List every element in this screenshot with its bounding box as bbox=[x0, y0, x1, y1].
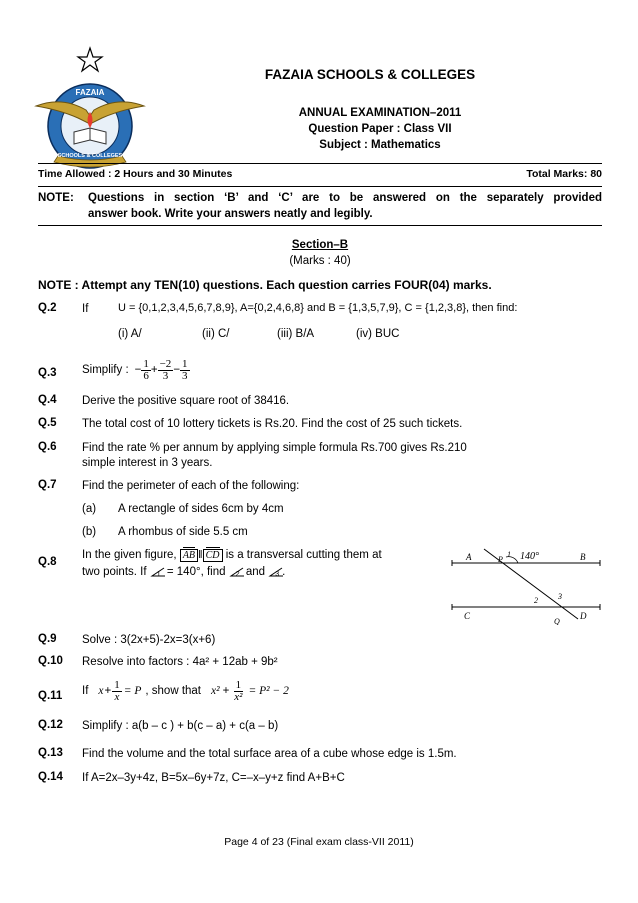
q11-frac2: $\frac{1}{\text{x²}}$ bbox=[234, 678, 243, 703]
q11-x2: x² bbox=[211, 684, 220, 697]
time-allowed: Time Allowed : 2 Hours and 30 Minutes bbox=[38, 168, 233, 180]
q7-a-label: (a) bbox=[82, 503, 97, 515]
q5-text: The total cost of 10 lottery tickets is Rs.20. Find the cost of 25 such tickets. bbox=[82, 418, 463, 430]
note-label: NOTE: bbox=[38, 192, 74, 204]
q8-if: two points. If bbox=[82, 566, 147, 578]
q5-number: Q.5 bbox=[38, 417, 57, 429]
q11-if: If bbox=[82, 684, 89, 697]
q2-if: If bbox=[82, 303, 89, 315]
q14-text: If A=2x–3y+4z, B=5x–6y+7z, C=–x–y+z find A+B+C bbox=[82, 772, 345, 784]
q12-text: Simplify : a(b – c ) + b(c – a) + c(a – b) bbox=[82, 720, 279, 732]
q11-frac1: $\frac{1}{x}$ bbox=[114, 678, 120, 703]
section-marks: (Marks : 40) bbox=[289, 255, 351, 267]
q2-part-2: (ii) C/ bbox=[202, 328, 230, 340]
q13-number: Q.13 bbox=[38, 747, 63, 759]
q8-and: and bbox=[245, 566, 266, 578]
q3-frac1: $\frac{1}{6}$ bbox=[143, 357, 149, 382]
q3-op3: − bbox=[173, 363, 181, 376]
page-footer: Page 4 of 23 (Final exam class-VII 2011) bbox=[224, 836, 414, 848]
fig-label-Q: Q bbox=[554, 617, 560, 625]
q8-dot: . bbox=[282, 566, 286, 578]
angle-1-label: 1 bbox=[156, 571, 161, 578]
q4-text: Derive the positive square root of 38416. bbox=[82, 395, 290, 407]
q7-a-text: A rectangle of sides 6cm by 4cm bbox=[118, 503, 284, 515]
q8-intro: In the given figure, bbox=[82, 549, 177, 561]
divider-top bbox=[38, 163, 602, 164]
logo-text-top: FAZAIA bbox=[75, 88, 105, 97]
fig-label-D: D bbox=[580, 611, 587, 621]
q3-op1: − bbox=[134, 363, 142, 376]
q14-number: Q.14 bbox=[38, 771, 63, 783]
q11-number: Q.11 bbox=[38, 690, 63, 702]
exam-title: ANNUAL EXAMINATION–2011 bbox=[298, 107, 462, 119]
subject: Subject : Mathematics bbox=[319, 139, 441, 151]
q2-text: U = {0,1,2,3,4,5,6,7,8,9}, A={0,2,4,6,8} and B = {1,3,5,7,9}, C = {1,2,3,8}, then find: bbox=[118, 302, 518, 314]
q11-eqP: = P bbox=[123, 684, 142, 697]
fig-label-C: C bbox=[464, 611, 471, 621]
q2-part-3: (iii) B/A bbox=[277, 328, 315, 340]
divider-mid bbox=[38, 186, 602, 187]
school-name: FAZAIA SCHOOLS & COLLEGES bbox=[264, 67, 476, 82]
q2-part-4: (iv) BUC bbox=[356, 328, 400, 340]
q3-op2: + bbox=[150, 363, 158, 376]
q9-number: Q.9 bbox=[38, 633, 57, 645]
q3-text bbox=[82, 356, 190, 384]
q8-line1 bbox=[82, 548, 382, 563]
logo-text-bottom: SCHOOLS & COLLEGES bbox=[57, 153, 123, 159]
q11-expr bbox=[82, 677, 289, 705]
q4-number: Q.4 bbox=[38, 394, 57, 406]
school-logo bbox=[34, 44, 146, 169]
fig-label-P: P bbox=[498, 555, 503, 564]
q11-plus: + bbox=[104, 684, 112, 697]
q9-text: Solve : 3(2x+5)-2x=3(x+6) bbox=[82, 634, 216, 646]
q10-number: Q.10 bbox=[38, 655, 63, 667]
q8-cd: CD bbox=[203, 549, 223, 562]
paper-class: Question Paper : Class VII bbox=[308, 123, 452, 135]
note-line2: answer book. Write your answers neatly and legibly. bbox=[88, 208, 373, 220]
section-title: Section–B bbox=[291, 239, 349, 251]
fig-label-2: 2 bbox=[534, 596, 538, 605]
q7-number: Q.7 bbox=[38, 479, 57, 491]
q10-text: Resolve into factors : 4a² + 12ab + 9b² bbox=[82, 656, 278, 668]
fig-label-1: 1 bbox=[507, 550, 511, 559]
q8-transversal: is a transversal cutting them at bbox=[225, 549, 382, 561]
q12-number: Q.12 bbox=[38, 719, 63, 731]
fig-label-3: 3 bbox=[558, 592, 562, 601]
q6-line2: simple interest in 3 years. bbox=[82, 457, 213, 469]
fig-angle: 140° bbox=[520, 551, 539, 562]
q6-line1: Find the rate % per annum by applying simple formula Rs.700 gives Rs.210 bbox=[82, 442, 467, 454]
section-note: NOTE : Attempt any TEN(10) questions. Each question carries FOUR(04) marks. bbox=[38, 278, 492, 292]
q7-b-label: (b) bbox=[82, 526, 97, 538]
angle-2-label: 2 bbox=[235, 571, 240, 578]
q2-number: Q.2 bbox=[38, 302, 57, 314]
q6-number: Q.6 bbox=[38, 441, 57, 453]
fig-label-B: B bbox=[580, 552, 586, 562]
q2-part-1: (i) A/ bbox=[118, 328, 142, 340]
q8-given: = 140°, find bbox=[166, 566, 226, 578]
q11-plus2: + bbox=[222, 684, 230, 697]
q8-figure bbox=[440, 545, 610, 625]
angle-3-label: 3 bbox=[275, 571, 280, 578]
q7-text: Find the perimeter of each of the following: bbox=[82, 480, 300, 492]
q3-label: Simplify : bbox=[82, 363, 129, 376]
q8-line2 bbox=[82, 565, 285, 581]
q8-ab: AB bbox=[180, 549, 198, 562]
q3-number: Q.3 bbox=[38, 367, 57, 379]
q13-text: Find the volume and the total surface area of a cube whose edge is 1.5m. bbox=[82, 748, 457, 760]
parallel-symbol: ‖ bbox=[198, 549, 203, 561]
divider-bottom bbox=[38, 225, 602, 226]
q8-number: Q.8 bbox=[38, 556, 57, 568]
fig-label-A: A bbox=[466, 552, 472, 562]
q7-b-text: A rhombus of side 5.5 cm bbox=[118, 526, 248, 538]
q3-frac2: $\frac{-2}{3}$ bbox=[159, 357, 172, 382]
q11-show-that: , show that bbox=[145, 684, 202, 697]
q11-x: x bbox=[98, 684, 104, 697]
note-line1: Questions in section ‘B’ and ‘C’ are to be answered on the separately provided bbox=[88, 192, 602, 204]
total-marks: Total Marks: 80 bbox=[526, 168, 602, 180]
q3-frac3: $\frac{1}{3}$ bbox=[182, 357, 188, 382]
q11-eqP2: = P² − 2 bbox=[248, 684, 289, 697]
